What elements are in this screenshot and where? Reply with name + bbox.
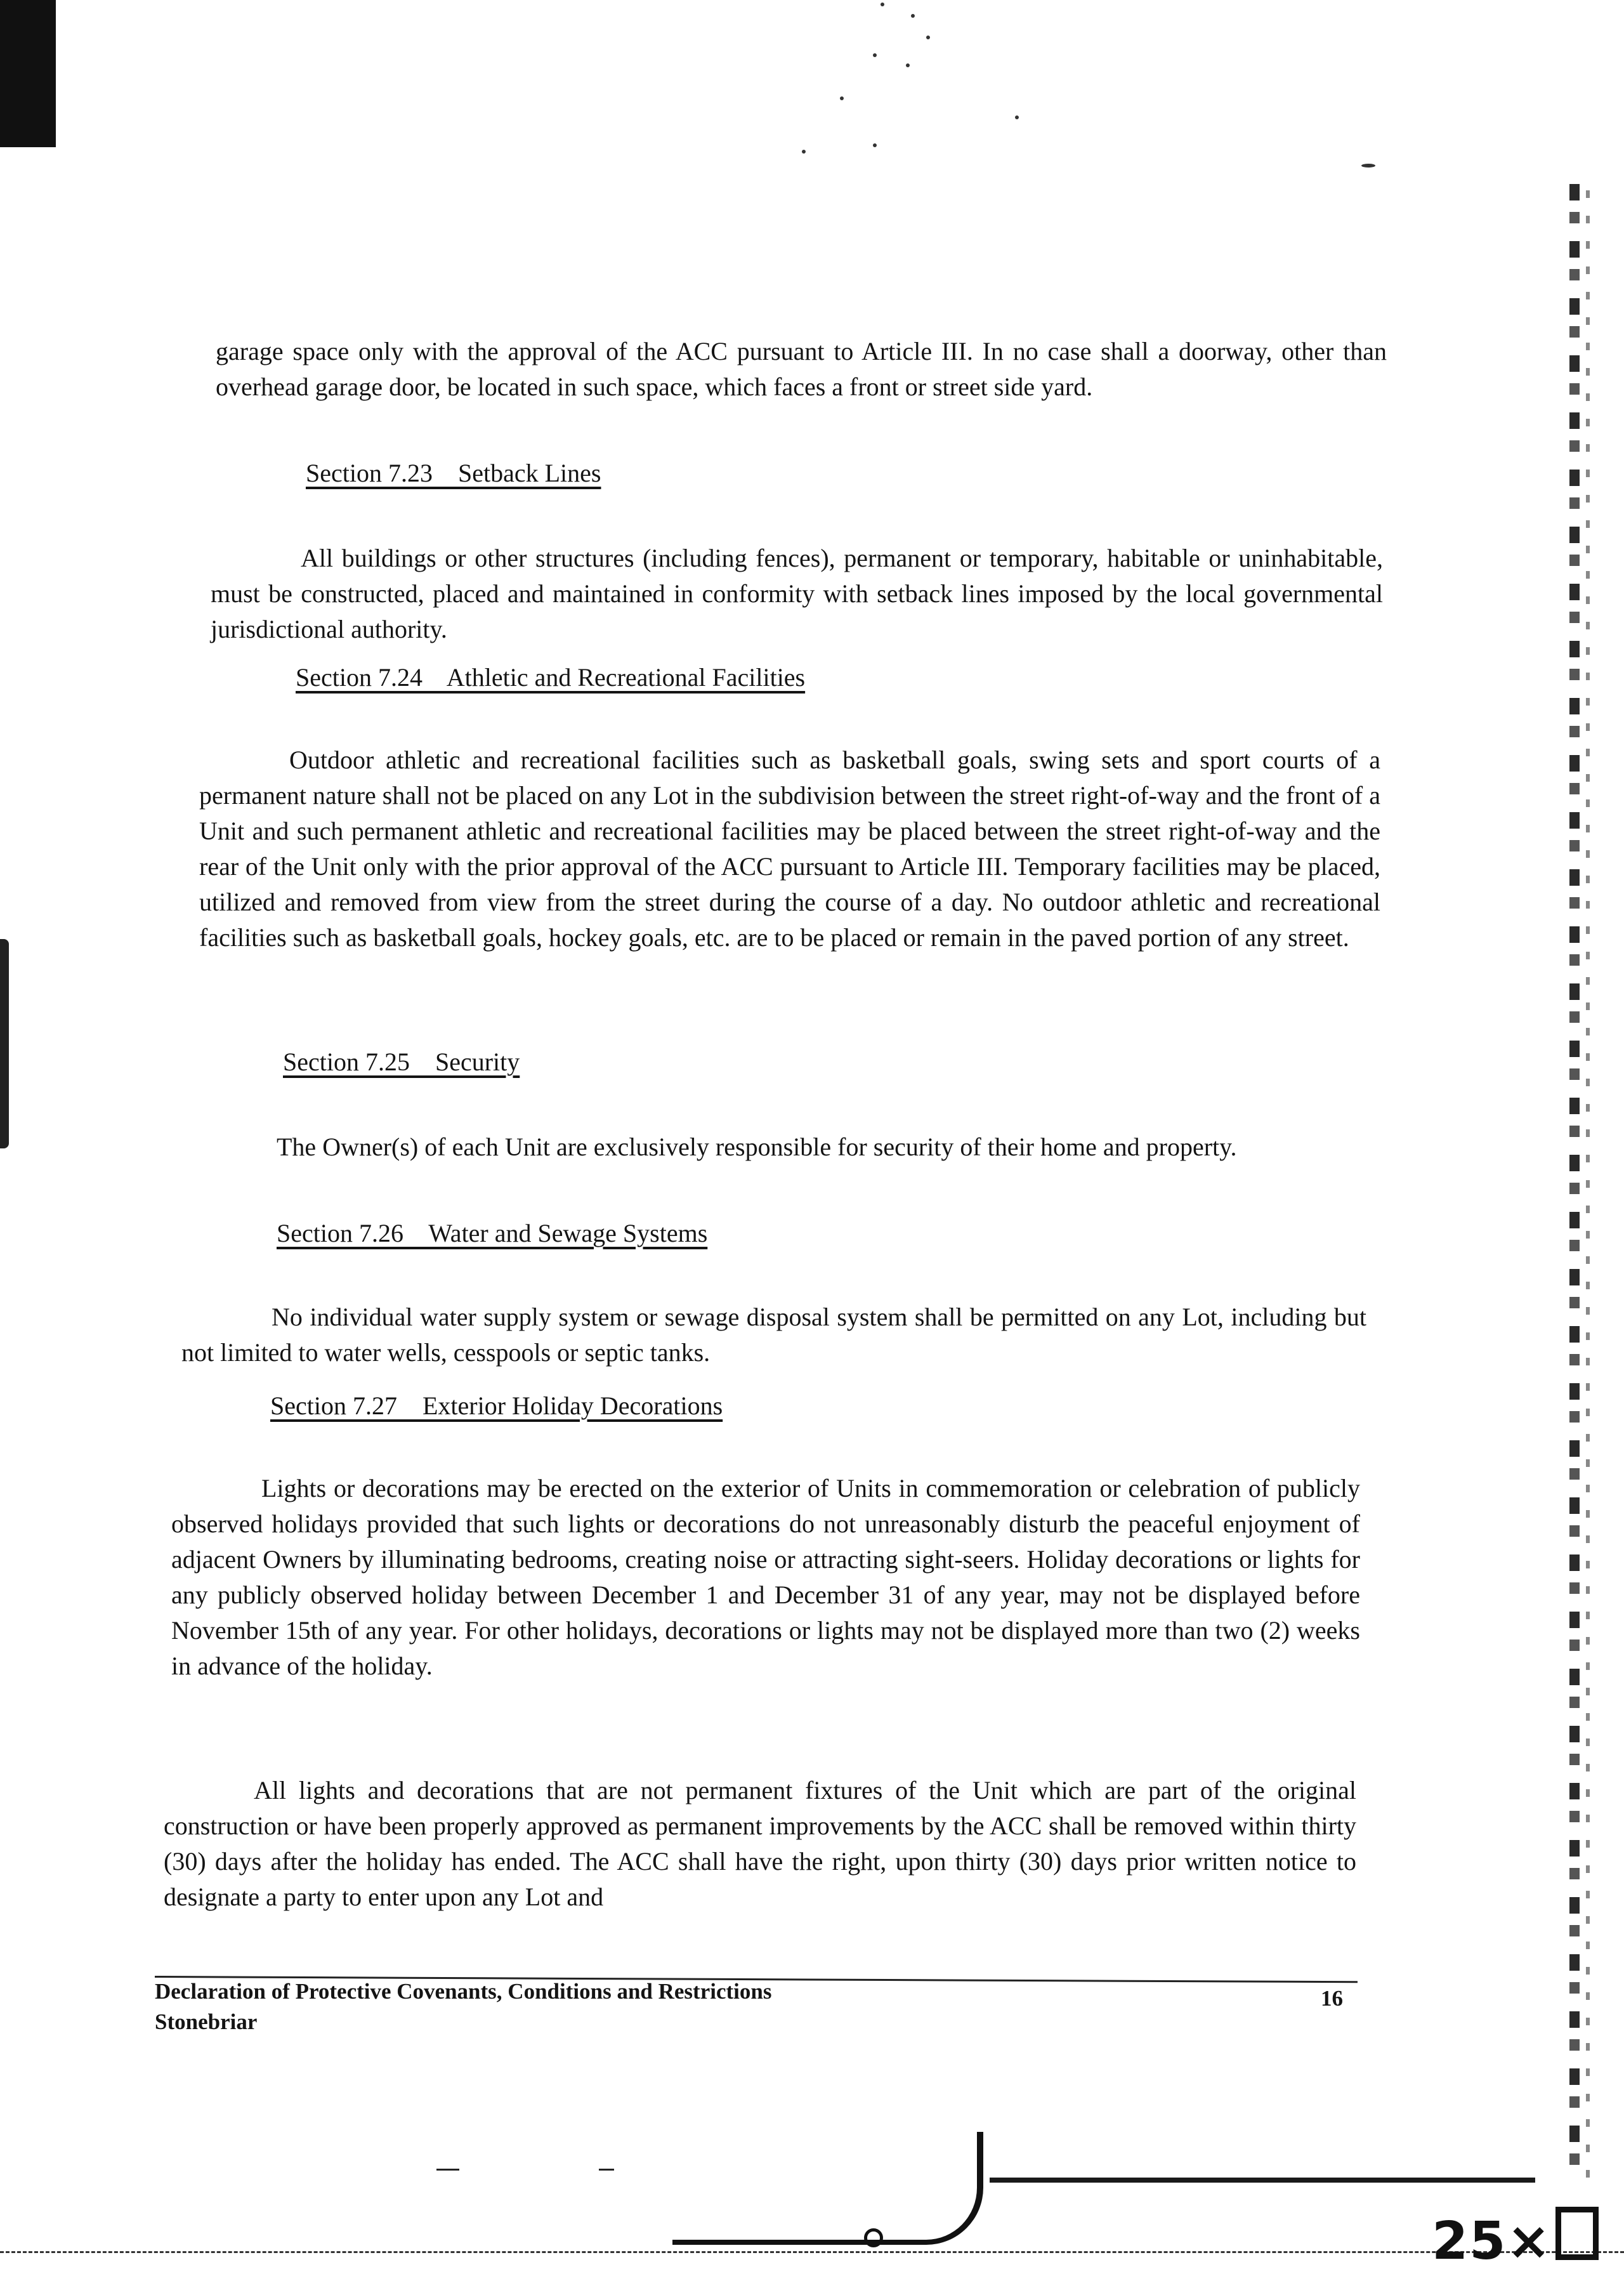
scan-speck [1015, 115, 1019, 119]
section-7-24-paragraph: Outdoor athletic and recreational facilities such as basketball goals, swing sets and sport courts of a permanent nature shall not be placed on any Lot in the subdivision between the street right-of-way and the front of a Unit and such permanent athletic and recreational facilities may be placed between the street right-of-way and the rear of the Unit only with the prior approval of the ACC pursuant to Article III. Temporary facilities may be placed, utilized and removed from view from the street during the course of a day. No outdoor athletic and recreational facilities such as basketball goals, hockey goals, etc. are to be placed or remain in the paved portion of any street. [199, 746, 1380, 952]
scan-bracket-mark [672, 2132, 983, 2245]
scan-speck [873, 143, 877, 147]
scan-bottom-bar [990, 2178, 1535, 2183]
section-7-27-paragraph-1: Lights or decorations may be erected on the exterior of Units in commemoration or celebration of publicly observed holidays provided that such lights or decorations do not unreasonably disturb the peaceful enjoyment of adjacent Owners by illuminating bedrooms, creating noise or attracting sight-seers. Holiday decorations or lights for any publicly observed holiday between December 1 and December 31 of any year, may not be displayed before November 15th of any year. For other holidays, decorations or lights may not be displayed more than two (2) weeks in advance of the holiday. [171, 1474, 1360, 1680]
scan-right-edge-speckle [1586, 190, 1590, 2183]
section-7-25-paragraph: The Owner(s) of each Unit are exclusively responsible for security of their home and property. [277, 1133, 1237, 1161]
scan-dash [436, 2169, 459, 2171]
section-7-25-heading: Section 7.25 Security [283, 1048, 520, 1076]
scan-stamp [1432, 2207, 1599, 2271]
section-7-24-heading: Section 7.24 Athletic and Recreational Facilities [296, 663, 806, 692]
section-7-23-paragraph: All buildings or other structures (including fences), permanent or temporary, habitable or uninhabitable, must be constructed, placed and maintained in conformity with setback lines imposed by the local governmental jurisdictional authority. [211, 544, 1383, 643]
page-number: 16 [1321, 1986, 1343, 2011]
scan-edge-smear [0, 939, 9, 1148]
scan-stamp-text: 25× [1432, 2211, 1552, 2271]
scan-dash [599, 2169, 614, 2171]
scan-right-edge [1569, 184, 1580, 2183]
scan-circle-mark [864, 2228, 883, 2247]
section-7-26-heading: Section 7.26 Water and Sewage Systems [277, 1219, 708, 1247]
scan-speck [802, 150, 806, 154]
scan-speck [906, 63, 910, 67]
scan-speck [1361, 164, 1375, 168]
scan-speck [926, 36, 930, 39]
scan-stamp-box-icon [1555, 2207, 1599, 2260]
scan-edge-shadow [0, 0, 56, 147]
footer-title: Declaration of Protective Covenants, Conditions and Restrictions [155, 1979, 772, 2004]
section-7-23-heading: Section 7.23 Setback Lines [306, 459, 601, 487]
section-7-26-paragraph: No individual water supply system or sewage disposal system shall be permitted on any Lot, including but not limited to water wells, cesspools or septic tanks. [181, 1303, 1366, 1367]
section-7-27-heading: Section 7.27 Exterior Holiday Decorations [270, 1391, 723, 1420]
paragraph-intro: garage space only with the approval of the ACC pursuant to Article III. In no case shall a doorway, other than overhead garage door, be located in such space, which faces a front or street side yard. [216, 337, 1387, 401]
section-7-27-paragraph-2: All lights and decorations that are not permanent fixtures of the Unit which are part of the original construction or have been properly approved as permanent improvements by the ACC shall be removed within thirty (30) days after the holiday has ended. The ACC shall have the right, upon thirty (30) days prior written notice to designate a party to enter upon any Lot and [164, 1776, 1356, 1911]
footer-subtitle: Stonebriar [155, 2009, 258, 2034]
scan-speck [840, 96, 844, 100]
scan-speck [881, 3, 884, 6]
scan-speck [911, 14, 915, 18]
scan-speck [873, 53, 877, 57]
scan-bottom-edge [0, 2251, 1624, 2253]
